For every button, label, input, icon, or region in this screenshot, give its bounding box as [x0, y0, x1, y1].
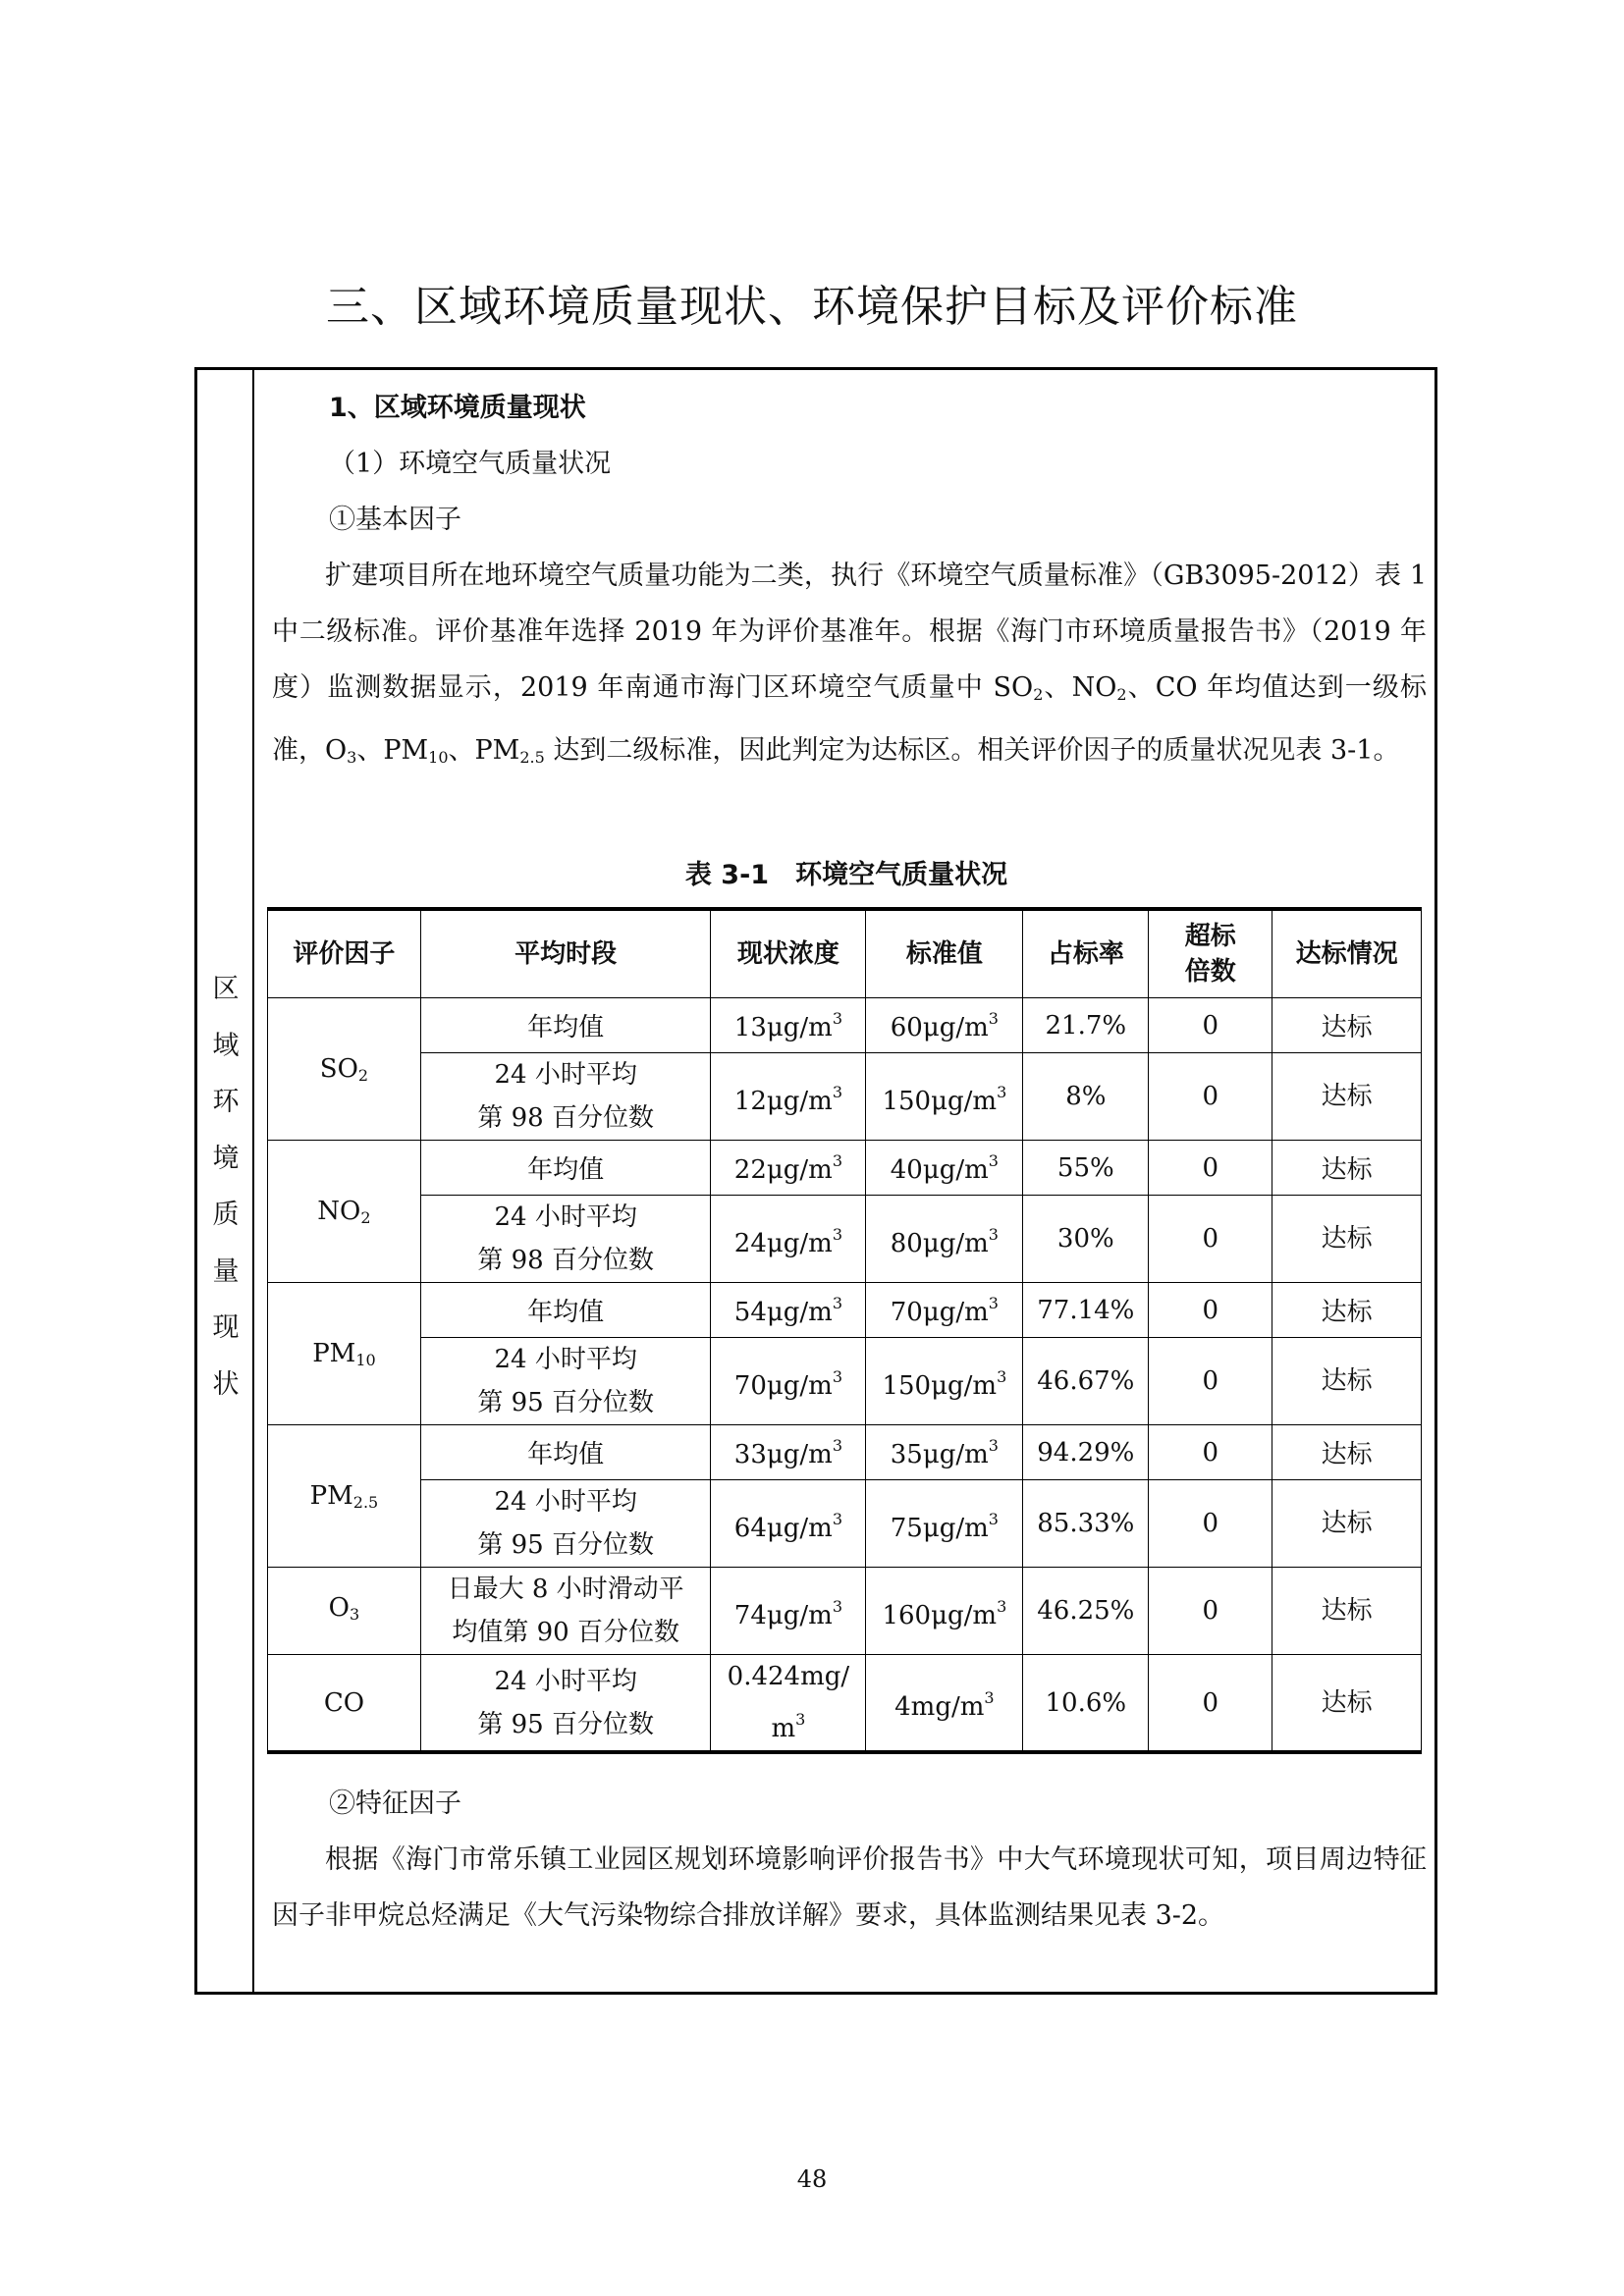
- intro-paragraph: 扩建项目所在地环境空气质量功能为二类，执行《环境空气质量标准》（GB3095-2012）表 1 中二级标准。评价基准年选择 2019 年为评价基准年。根据《海门市环境质量报告书》（2019 年度）监测数据显示，2019 年南通市海门区环境空气质量中 $SO_2$、$NO_2$、CO 年均值达到一级标准，$O_3$、$PM_{10}$、$PM_{2.5}$ 达到二级标准，因此判定为达标区。相关评价因子的质量状况见表 3-1。: [272, 561, 1427, 767]
- side-label: [197, 961, 254, 1413]
- table-row: [268, 1338, 1422, 1425]
- header-cell: 标准值: [866, 909, 1023, 998]
- status-cell: 达标: [1272, 1480, 1422, 1568]
- concentration-cell: $70\mu g/m^3$: [711, 1338, 866, 1425]
- table-row: [268, 1425, 1422, 1480]
- concentration-cell: $22\mu g/m^3$: [711, 1141, 866, 1196]
- rate-cell: 77.14%: [1023, 1283, 1149, 1338]
- table-row: [268, 998, 1422, 1053]
- factor-cell: $O_3$: [268, 1568, 421, 1655]
- feature-factor-heading: ②特征因子: [329, 1789, 461, 1819]
- subsection-heading: （1）环境空气质量状况: [329, 449, 612, 479]
- header-cell: 平均时段: [420, 909, 711, 998]
- concentration-cell: 0.424mg/ $m^3$: [711, 1655, 866, 1753]
- table-row: [268, 1480, 1422, 1568]
- period-cell: 年均值: [420, 998, 711, 1053]
- period-cell: 24 小时平均 第 98 百分位数: [420, 1196, 711, 1283]
- period-cell: 24 小时平均 第 98 百分位数: [420, 1053, 711, 1141]
- period-cell: 24 小时平均 第 95 百分位数: [420, 1480, 711, 1568]
- status-cell: 达标: [1272, 1196, 1422, 1283]
- table-row: [268, 1141, 1422, 1196]
- multiple-cell: 0: [1149, 1338, 1272, 1425]
- side-column: [197, 370, 254, 1992]
- table-row: [268, 1283, 1422, 1338]
- factor-cell: $SO_2$: [268, 998, 421, 1141]
- rate-cell: 30%: [1023, 1196, 1149, 1283]
- table-row: [268, 1568, 1422, 1655]
- header-cell: 超标 倍数: [1149, 909, 1272, 998]
- concentration-cell: $12\mu g/m^3$: [711, 1053, 866, 1141]
- multiple-cell: 0: [1149, 1141, 1272, 1196]
- side-label-char: 量: [212, 1255, 240, 1287]
- feature-paragraph: 根据《海门市常乐镇工业园区规划环境影响评价报告书》中大气环境现状可知，项目周边特征因子非甲烷总烃满足《大气污染物综合排放详解》要求，具体监测结果见表 3-2。: [272, 1844, 1427, 1931]
- status-cell: 达标: [1272, 1568, 1422, 1655]
- side-label-char: 状: [212, 1368, 240, 1400]
- side-label-char: 现: [212, 1312, 240, 1343]
- status-cell: 达标: [1272, 1141, 1422, 1196]
- period-cell: 年均值: [420, 1283, 711, 1338]
- concentration-cell: $13\mu g/m^3$: [711, 998, 866, 1053]
- factor-cell: $NO_2$: [268, 1141, 421, 1283]
- section-heading: 1、区域环境质量现状: [329, 393, 586, 423]
- rate-cell: 10.6%: [1023, 1655, 1149, 1753]
- header-cell: 现状浓度: [711, 909, 866, 998]
- table-caption: 表 3-1 环境空气质量状况: [684, 860, 1008, 890]
- page-number: 48: [796, 2165, 828, 2193]
- period-cell: 24 小时平均 第 95 百分位数: [420, 1338, 711, 1425]
- status-cell: 达标: [1272, 1338, 1422, 1425]
- multiple-cell: 0: [1149, 1283, 1272, 1338]
- standard-cell: $35\mu g/m^3$: [866, 1425, 1023, 1480]
- standard-cell: $4mg/m^3$: [866, 1655, 1023, 1753]
- standard-cell: $150\mu g/m^3$: [866, 1053, 1023, 1141]
- rate-cell: 85.33%: [1023, 1480, 1149, 1568]
- multiple-cell: 0: [1149, 1196, 1272, 1283]
- multiple-cell: 0: [1149, 1655, 1272, 1753]
- status-cell: 达标: [1272, 1425, 1422, 1480]
- rate-cell: 94.29%: [1023, 1425, 1149, 1480]
- header-cell: 达标情况: [1272, 909, 1422, 998]
- table-row: [268, 1655, 1422, 1753]
- page-title: 三、区域环境质量现状、环境保护目标及评价标准: [326, 282, 1298, 332]
- header-cell: 占标率: [1023, 909, 1149, 998]
- status-cell: 达标: [1272, 1283, 1422, 1338]
- period-cell: 年均值: [420, 1141, 711, 1196]
- status-cell: 达标: [1272, 1053, 1422, 1141]
- standard-cell: $70\mu g/m^3$: [866, 1283, 1023, 1338]
- side-label-char: 质: [212, 1200, 240, 1230]
- concentration-cell: $24\mu g/m^3$: [711, 1196, 866, 1283]
- period-cell: 年均值: [420, 1425, 711, 1480]
- rate-cell: 21.7%: [1023, 998, 1149, 1053]
- basic-factor-heading: ①基本因子: [329, 505, 461, 535]
- rate-cell: 55%: [1023, 1141, 1149, 1196]
- factor-cell: $PM_{10}$: [268, 1283, 421, 1425]
- multiple-cell: 0: [1149, 1480, 1272, 1568]
- air-quality-table: [267, 907, 1422, 1754]
- multiple-cell: 0: [1149, 998, 1272, 1053]
- status-cell: 达标: [1272, 1655, 1422, 1753]
- side-label-char: 境: [212, 1143, 240, 1174]
- concentration-cell: $64\mu g/m^3$: [711, 1480, 866, 1568]
- factor-cell: CO: [268, 1655, 421, 1753]
- standard-cell: $40\mu g/m^3$: [866, 1141, 1023, 1196]
- concentration-cell: $33\mu g/m^3$: [711, 1425, 866, 1480]
- side-label-char: 环: [212, 1087, 240, 1117]
- side-label-char: 域: [212, 1030, 240, 1061]
- status-cell: 达标: [1272, 998, 1422, 1053]
- multiple-cell: 0: [1149, 1053, 1272, 1141]
- multiple-cell: 0: [1149, 1568, 1272, 1655]
- side-label-char: 区: [212, 974, 240, 1004]
- rate-cell: 46.67%: [1023, 1338, 1149, 1425]
- period-cell: 日最大 8 小时滑动平 均值第 90 百分位数: [420, 1568, 711, 1655]
- table-header-row: [268, 909, 1422, 998]
- period-cell: 24 小时平均 第 95 百分位数: [420, 1655, 711, 1753]
- standard-cell: $160\mu g/m^3$: [866, 1568, 1023, 1655]
- rate-cell: 46.25%: [1023, 1568, 1149, 1655]
- standard-cell: $80\mu g/m^3$: [866, 1196, 1023, 1283]
- standard-cell: $150\mu g/m^3$: [866, 1338, 1023, 1425]
- standard-cell: $75\mu g/m^3$: [866, 1480, 1023, 1568]
- header-cell: 评价因子: [268, 909, 421, 998]
- table-row: [268, 1196, 1422, 1283]
- factor-cell: $PM_{2.5}$: [268, 1425, 421, 1568]
- table-row: [268, 1053, 1422, 1141]
- concentration-cell: $54\mu g/m^3$: [711, 1283, 866, 1338]
- concentration-cell: $74\mu g/m^3$: [711, 1568, 866, 1655]
- multiple-cell: 0: [1149, 1425, 1272, 1480]
- standard-cell: $60\mu g/m^3$: [866, 998, 1023, 1053]
- rate-cell: 8%: [1023, 1053, 1149, 1141]
